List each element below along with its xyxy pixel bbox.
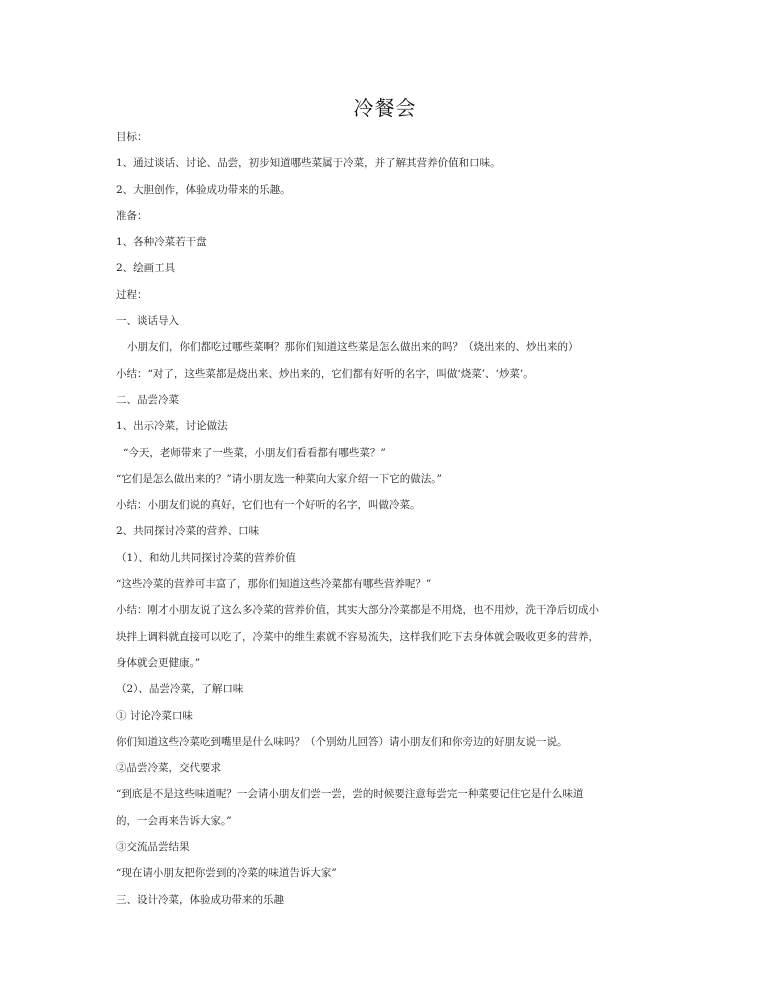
paragraph-line: 你们知道这些冷菜吃到嘴里是什么味吗？（个别幼儿回答）请小朋友们和你旁边的好朋友说一说。 <box>116 735 568 748</box>
subsection-heading: 2、共同探讨冷菜的营养、口味 <box>116 525 260 538</box>
quote-line: “它们是怎么做出来的？”请小朋友选一种菜向大家介绍一下它的做法。” <box>116 472 442 485</box>
quote-line-continued: 的，一会再来告诉大家。” <box>116 814 232 827</box>
preparation-item-1: 1、各种冷菜若干盘 <box>116 236 207 249</box>
preparation-heading: 准备： <box>116 209 148 222</box>
document-title: 冷餐会 <box>353 96 417 120</box>
quote-line: “现在请小朋友把你尝到的冷菜的味道告诉大家” <box>116 867 337 880</box>
summary-line-continued: 身体就会更健康。” <box>116 656 201 669</box>
step-heading: ① 讨论冷菜口味 <box>116 709 193 722</box>
step-heading: ②品尝冷菜，交代要求 <box>116 762 221 775</box>
section-heading-3: 三、设计冷菜，体验成功带来的乐趣 <box>116 893 284 906</box>
summary-line: 小结：刚才小朋友说了这么多冷菜的营养价值，其实大部分冷菜都是不用烧，也不用炒，洗干净后切成小 <box>116 604 599 617</box>
summary-line-continued: 块拌上调料就直接可以吃了，冷菜中的维生素就不容易流失，这样我们吃下去身体就会吸收更多的营养， <box>116 630 599 643</box>
document-body <box>116 124 661 913</box>
section-heading-1: 一、谈话导入 <box>116 315 179 328</box>
subsubsection-heading: （2）、品尝冷菜，了解口味 <box>116 683 244 696</box>
step-heading: ③交流品尝结果 <box>116 841 190 854</box>
goal-item-2: 2、大胆创作，体验成功带来的乐趣。 <box>116 183 291 196</box>
quote-line: “这些冷菜的营养可丰富了，那你们知道这些冷菜都有哪些营养呢？” <box>116 578 432 591</box>
quote-line: “到底是不是这些味道呢？一会请小朋友们尝一尝，尝的时候要注意每尝完一种菜要记住它是什么味道 <box>116 788 584 801</box>
goal-heading: 目标： <box>116 131 148 143</box>
preparation-item-2: 2、绘画工具 <box>116 262 176 275</box>
summary-line: 小结：“对了，这些菜都是烧出来、炒出来的，它们都有好听的名字，叫做‘烧菜’、‘炒菜’。 <box>116 367 534 380</box>
subsection-heading: 1、出示冷菜，讨论做法 <box>116 420 228 433</box>
paragraph-line: 小朋友们，你们都吃过哪些菜啊？那你们知道这些菜是怎么做出来的吗？（烧出来的、炒出来的） <box>127 341 579 354</box>
subsubsection-heading: （1）、和幼儿共同探讨冷菜的营养价值 <box>116 551 296 564</box>
quote-line: “今天，老师带来了一些菜，小朋友们看看都有哪些菜？” <box>123 446 386 459</box>
section-heading-2: 二、品尝冷菜 <box>116 393 179 406</box>
goal-item-1: 1、通过谈话、讨论、品尝，初步知道哪些菜属于冷菜，并了解其营养价值和口味。 <box>116 157 501 170</box>
process-heading: 过程： <box>116 288 148 301</box>
summary-line: 小结：小朋友们说的真好，它们也有一个好听的名字，叫做冷菜。 <box>116 499 421 512</box>
